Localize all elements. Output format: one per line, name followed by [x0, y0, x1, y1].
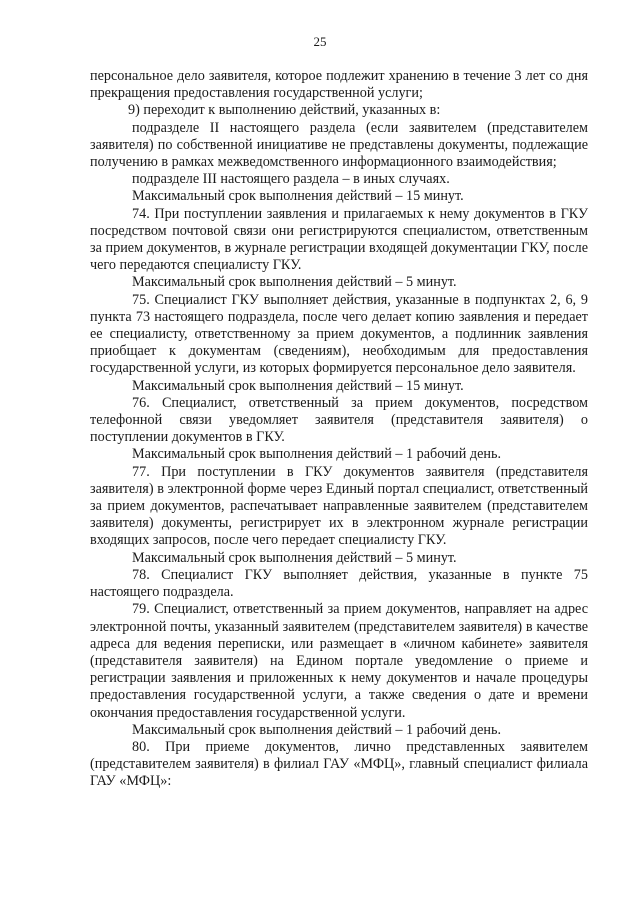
- paragraph-79: 79. Специалист, ответственный за прием документов, направляет на адрес электронной почты, указанный заявителем (представителем заявителя) в качестве адреса для ведения переписки, или размещает в «личном кабинете» заявителя (представителя заявителя) на Едином портале уведомление о приеме и регистрации заявления и приложенных к нему документов и начале процедуры предоставления государственной услуги, а также сведения о дате и времени окончания предоставления государственной услуги.: [90, 601, 588, 721]
- subitem-subsection-ii: подразделе II настоящего раздела (если заявителем (представителем заявителя) по собственной инициативе не представлены документы, подлежащие получению в рамках межведомственного информационного взаимодействия;: [90, 119, 588, 171]
- paragraph-75: 75. Специалист ГКУ выполняет действия, указанные в подпунктах 2, 6, 9 пункта 73 настоящего подраздела, после чего делает копию заявления и передает ее специалисту, ответственному за прием документов, а подлинник заявления приобщает к документам (сведениям), необходимым для предоставления государственной услуги, из которых формируется персональное дело заявителя.: [90, 291, 588, 377]
- paragraph-80: 80. При приеме документов, лично представленных заявителем (представителем заявителя) в филиал ГАУ «МФЦ», главный специалист филиала ГАУ «МФЦ»:: [90, 738, 588, 790]
- max-time-note: Максимальный срок выполнения действий – 15 минут.: [132, 377, 464, 394]
- max-time-note: Максимальный срок выполнения действий – 1 рабочий день.: [132, 446, 501, 463]
- paragraph-77: 77. При поступлении в ГКУ документов заявителя (представителя заявителя) в электронной форме через Единый портал специалист, ответственный за прием документов, распечатывает направленные заявителем (представителем заявителя) документы, регистрирует их в электронном журнале регистрации входящих запросов, после чего передает специалисту ГКУ.: [90, 463, 588, 549]
- page-number: 25: [313, 34, 327, 49]
- list-item-9: 9) переходит к выполнению действий, указанных в:: [128, 102, 441, 119]
- paragraph-76: 76. Специалист, ответственный за прием документов, посредством телефонной связи уведомляет заявителя (представителя заявителя) о поступлении документов в ГКУ.: [90, 394, 588, 446]
- max-time-note: Максимальный срок выполнения действий – 5 минут.: [132, 274, 457, 291]
- max-time-note: Максимальный срок выполнения действий – 15 минут.: [132, 188, 464, 205]
- paragraph-continuation: персональное дело заявителя, которое подлежит хранению в течение 3 лет со дня прекращения предоставления государственной услуги;: [90, 68, 588, 102]
- subitem-subsection-iii: подразделе III настоящего раздела – в иных случаях.: [132, 171, 450, 188]
- max-time-note: Максимальный срок выполнения действий – 1 рабочий день.: [132, 721, 501, 738]
- paragraph-74: 74. При поступлении заявления и прилагаемых к нему документов в ГКУ посредством почтовой связи они регистрируются специалистом, ответственным за прием документов, в журнале регистрации входящей документации ГКУ, после чего передаются специалисту ГКУ.: [90, 205, 588, 274]
- document-body: [90, 68, 588, 791]
- max-time-note: Максимальный срок выполнения действий – 5 минут.: [132, 549, 457, 566]
- paragraph-78: 78. Специалист ГКУ выполняет действия, указанные в пункте 75 настоящего подраздела.: [90, 566, 588, 601]
